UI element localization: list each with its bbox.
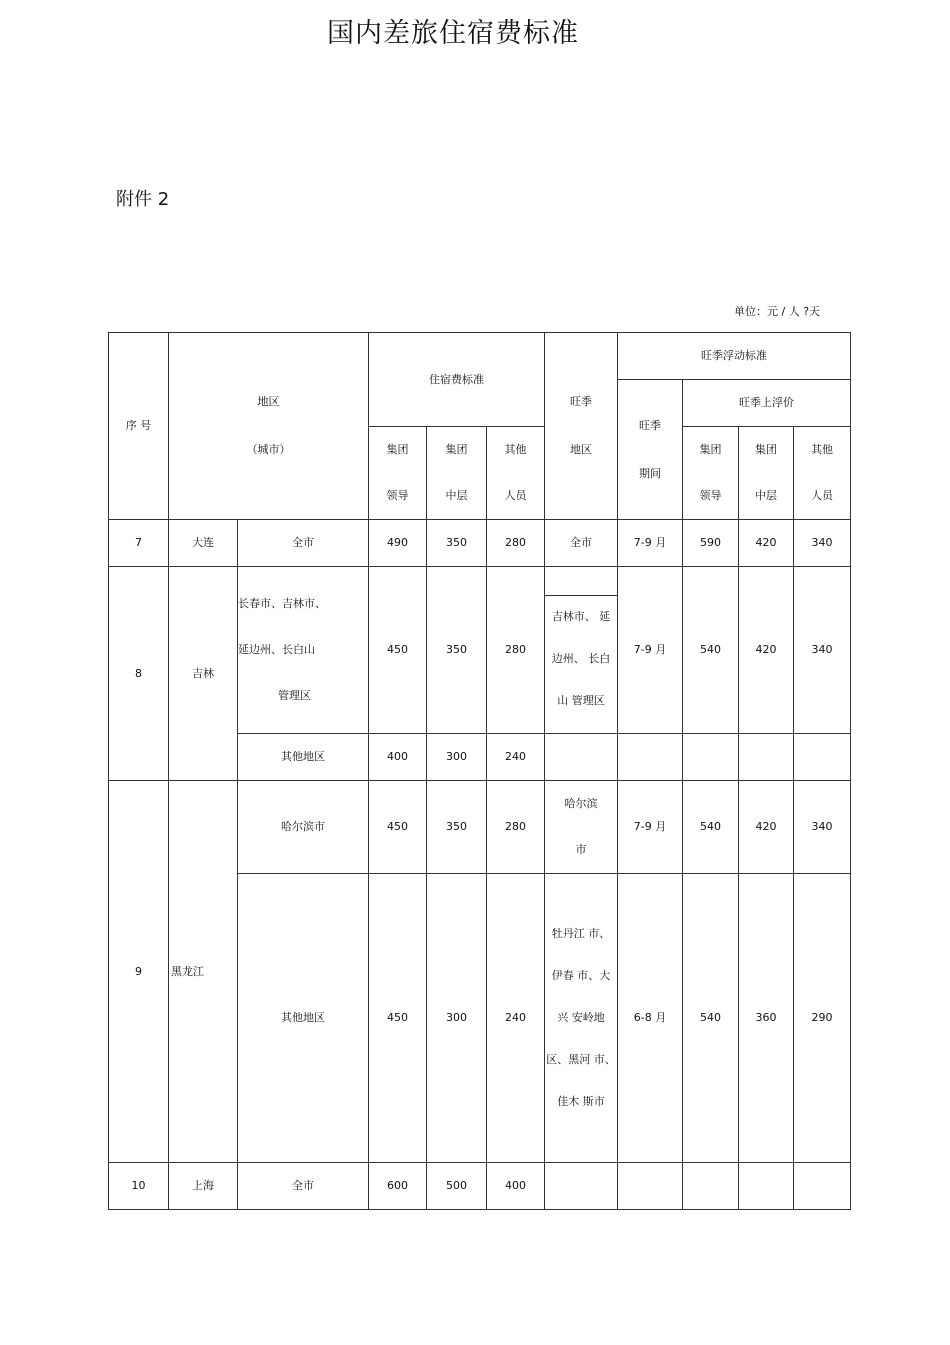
cell-leader: 450 — [369, 781, 427, 874]
header-peak-period: 旺季 期间 — [618, 380, 683, 520]
row-seq: 9 — [109, 781, 169, 1163]
row-area: 长春市、吉林市、 延边州、长白山 管理区 — [238, 567, 369, 734]
header-other-staff: 其他 人员 — [487, 427, 545, 520]
header-seq: 序 号 — [109, 333, 169, 520]
cell-peak-period — [618, 734, 683, 781]
cell-peak-region — [545, 734, 618, 781]
cell-peak-region: 全市 — [545, 520, 618, 567]
cell-other: 240 — [487, 734, 545, 781]
row-area: 全市 — [238, 1163, 369, 1210]
table-row — [109, 781, 851, 874]
cell-middle: 350 — [427, 567, 487, 734]
row-seq: 8 — [109, 567, 169, 781]
row-province: 大连 — [169, 520, 238, 567]
cell-peak-leader — [683, 734, 739, 781]
cell-peak-period: 7-9 月 — [618, 520, 683, 567]
cell-leader: 450 — [369, 567, 427, 734]
row-area: 其他地区 — [238, 734, 369, 781]
cell-peak-middle — [739, 734, 794, 781]
cell-peak-middle: 420 — [739, 781, 794, 874]
table-row — [109, 1163, 851, 1210]
cell-middle: 500 — [427, 1163, 487, 1210]
cell-peak-other: 290 — [794, 874, 851, 1163]
header-peak-region: 旺季 地区 — [545, 333, 618, 520]
header-peak-group-middle: 集团 中层 — [739, 427, 794, 520]
cell-peak-region — [545, 1163, 618, 1210]
cell-middle: 300 — [427, 734, 487, 781]
cell-peak-period: 7-9 月 — [618, 567, 683, 734]
cell-middle: 350 — [427, 520, 487, 567]
cell-other: 400 — [487, 1163, 545, 1210]
cell-peak-leader — [683, 1163, 739, 1210]
cell-peak-region: 吉林市、 延 边州、 长白 山 管理区 — [545, 567, 618, 734]
header-lodging-standard: 住宿费标准 — [369, 333, 545, 427]
row-province: 上海 — [169, 1163, 238, 1210]
row-province: 黑龙江 — [169, 781, 238, 1163]
header-peak-surcharge: 旺季上浮价 — [683, 380, 851, 427]
row-province: 吉林 — [169, 567, 238, 781]
cell-leader: 600 — [369, 1163, 427, 1210]
header-peak-float-standard: 旺季浮动标准 — [618, 333, 851, 380]
cell-peak-middle — [739, 1163, 794, 1210]
table-row — [109, 567, 851, 734]
header-peak-other-staff: 其他 人员 — [794, 427, 851, 520]
cell-middle: 350 — [427, 781, 487, 874]
row-area: 全市 — [238, 520, 369, 567]
page-title: 国内差旅住宿费标准 — [327, 18, 579, 49]
cell-peak-other: 340 — [794, 520, 851, 567]
table-row — [109, 520, 851, 567]
cell-middle: 300 — [427, 874, 487, 1163]
cell-peak-other — [794, 734, 851, 781]
cell-peak-period: 7-9 月 — [618, 781, 683, 874]
row-area: 哈尔滨市 — [238, 781, 369, 874]
header-group-leader: 集团 领导 — [369, 427, 427, 520]
cell-peak-other: 340 — [794, 781, 851, 874]
cell-peak-other: 340 — [794, 567, 851, 734]
lodging-standard-table — [108, 332, 851, 1210]
cell-other: 240 — [487, 874, 545, 1163]
cell-peak-middle: 420 — [739, 520, 794, 567]
cell-peak-leader: 540 — [683, 781, 739, 874]
row-seq: 7 — [109, 520, 169, 567]
header-peak-group-leader: 集团 领导 — [683, 427, 739, 520]
cell-other: 280 — [487, 781, 545, 874]
cell-other: 280 — [487, 567, 545, 734]
cell-other: 280 — [487, 520, 545, 567]
cell-peak-middle: 360 — [739, 874, 794, 1163]
header-group-middle: 集团 中层 — [427, 427, 487, 520]
cell-peak-leader: 590 — [683, 520, 739, 567]
row-area: 其他地区 — [238, 874, 369, 1163]
cell-peak-middle: 420 — [739, 567, 794, 734]
cell-leader: 450 — [369, 874, 427, 1163]
cell-peak-period — [618, 1163, 683, 1210]
cell-peak-leader: 540 — [683, 567, 739, 734]
header-region: 地区 （城市） — [169, 333, 369, 520]
cell-peak-region: 哈尔滨 市 — [545, 781, 618, 874]
cell-peak-region: 牡丹江 市、 伊春 市、大 兴 安岭地 区、黑河 市、 佳木 斯市 — [545, 874, 618, 1163]
cell-peak-other — [794, 1163, 851, 1210]
cell-leader: 400 — [369, 734, 427, 781]
row-seq: 10 — [109, 1163, 169, 1210]
unit-label: 单位：元 / 人 ?天 — [734, 305, 821, 318]
cell-peak-period: 6-8 月 — [618, 874, 683, 1163]
cell-leader: 490 — [369, 520, 427, 567]
attachment-label: 附件 2 — [116, 189, 170, 210]
cell-peak-leader: 540 — [683, 874, 739, 1163]
